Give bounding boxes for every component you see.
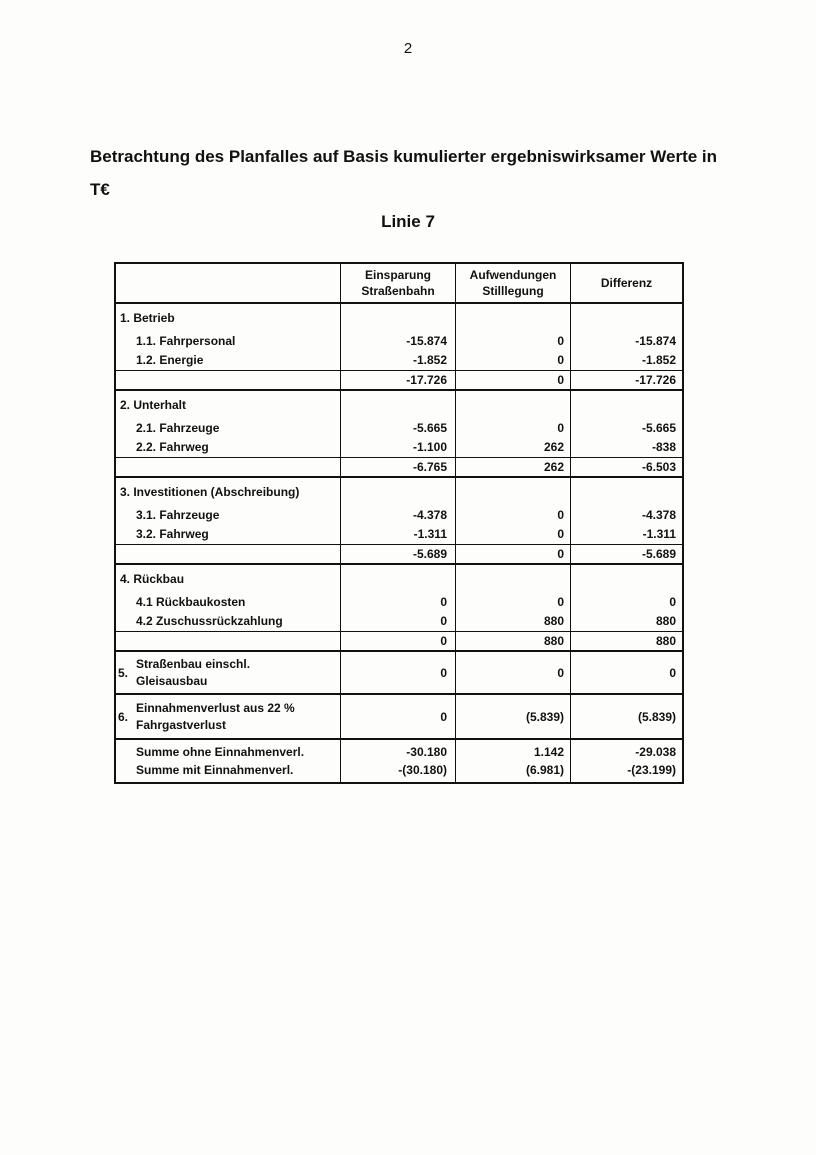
row-number: 6. (118, 709, 129, 724)
value-aufwendungen: 0 (455, 593, 570, 612)
table-row (116, 593, 682, 612)
row-label: 1.2. Energie (136, 353, 204, 367)
value-einsparung: -1.852 (340, 351, 455, 370)
subtotal-einsparung: -17.726 (340, 371, 455, 390)
row-label: 3.1. Fahrzeuge (136, 508, 220, 522)
value-differenz: 0 (570, 652, 682, 693)
row-number: 5. (118, 665, 129, 680)
section-unterhalt (116, 391, 682, 478)
row-label: 3.2. Fahrweg (136, 527, 209, 541)
section-title-row (116, 483, 682, 502)
summary-row (116, 761, 682, 780)
subtotal-differenz: -17.726 (570, 371, 682, 390)
subtotal-aufwendungen: 880 (455, 632, 570, 651)
summary-label: Summe mit Einnahmenverl. (136, 763, 294, 777)
summary-block (116, 740, 682, 782)
value-aufwendungen: 0 (455, 419, 570, 438)
subtotal-row (116, 631, 682, 651)
section-title-row (116, 396, 682, 415)
row-label: 2.1. Fahrzeuge (136, 421, 220, 435)
value-einsparung: -30.180 (340, 743, 455, 762)
summary-label: Summe ohne Einnahmenverl. (136, 745, 305, 759)
value-einsparung: 0 (340, 652, 455, 693)
table-row (116, 506, 682, 525)
page-number: 2 (403, 40, 413, 57)
header-empty-cell (116, 264, 340, 302)
value-differenz: -(23.199) (570, 761, 682, 780)
value-aufwendungen: 880 (455, 612, 570, 631)
subtotal-aufwendungen: 0 (455, 545, 570, 564)
section-title: 3. Investitionen (Abschreibung) (120, 485, 300, 499)
value-einsparung: 0 (340, 695, 455, 738)
table-row (116, 438, 682, 457)
value-aufwendungen: 0 (455, 332, 570, 351)
section-title: 4. Rückbau (120, 572, 185, 586)
table-row (116, 419, 682, 438)
value-einsparung: 0 (340, 612, 455, 631)
value-differenz: 0 (570, 593, 682, 612)
table-row (116, 351, 682, 370)
page-heading: Betrachtung des Planfalles auf Basis kumulierter ergebniswirksamer Werte in T€ (90, 147, 718, 199)
value-differenz: -15.874 (570, 332, 682, 351)
section-betrieb (116, 304, 682, 391)
page-subtitle: Linie 7 (381, 212, 435, 231)
subtotal-aufwendungen: 262 (455, 458, 570, 477)
value-aufwendungen: 262 (455, 438, 570, 457)
row-label: 1.1. Fahrpersonal (136, 334, 236, 348)
value-aufwendungen: 1.142 (455, 743, 570, 762)
subtotal-einsparung: 0 (340, 632, 455, 651)
value-aufwendungen: 0 (455, 506, 570, 525)
table-header-row (116, 264, 682, 304)
value-einsparung: -1.100 (340, 438, 455, 457)
subtotal-differenz: 880 (570, 632, 682, 651)
subtotal-differenz: -5.689 (570, 545, 682, 564)
section-investitionen (116, 478, 682, 565)
summary-row (116, 743, 682, 762)
value-aufwendungen: 0 (455, 652, 570, 693)
value-einsparung: -5.665 (340, 419, 455, 438)
table-row (116, 612, 682, 631)
subtotal-einsparung: -5.689 (340, 545, 455, 564)
row-einnahmenverlust (116, 695, 682, 740)
row-label: Einnahmenverlust aus 22 % Fahrgastverlust (136, 700, 295, 732)
section-title-row (116, 309, 682, 328)
value-differenz: (5.839) (570, 695, 682, 738)
subtotal-aufwendungen: 0 (455, 371, 570, 390)
row-label: 2.2. Fahrweg (136, 440, 209, 454)
value-differenz: 880 (570, 612, 682, 631)
row-label: Straßenbau einschl. Gleisausbau (136, 656, 251, 688)
row-label: 4.2 Zuschussrückzahlung (136, 614, 283, 628)
value-differenz: -838 (570, 438, 682, 457)
value-einsparung: -1.311 (340, 525, 455, 544)
value-aufwendungen: 0 (455, 525, 570, 544)
value-differenz: -5.665 (570, 419, 682, 438)
subtotal-einsparung: -6.765 (340, 458, 455, 477)
value-aufwendungen: (5.839) (455, 695, 570, 738)
subtotal-differenz: -6.503 (570, 458, 682, 477)
table-row (116, 525, 682, 544)
header-einsparung: Einsparung Straßenbahn (340, 264, 455, 302)
value-einsparung: -(30.180) (340, 761, 455, 780)
section-title: 2. Unterhalt (120, 398, 187, 412)
subtotal-row (116, 457, 682, 477)
table-row (116, 332, 682, 351)
value-aufwendungen: (6.981) (455, 761, 570, 780)
subtotal-row (116, 544, 682, 564)
value-einsparung: -15.874 (340, 332, 455, 351)
value-einsparung: -4.378 (340, 506, 455, 525)
section-rueckbau (116, 565, 682, 652)
value-differenz: -1.852 (570, 351, 682, 370)
value-differenz: -1.311 (570, 525, 682, 544)
value-differenz: -29.038 (570, 743, 682, 762)
section-title-row (116, 570, 682, 589)
row-label: 4.1 Rückbaukosten (136, 595, 246, 609)
section-title: 1. Betrieb (120, 311, 175, 325)
value-einsparung: 0 (340, 593, 455, 612)
subtotal-row (116, 370, 682, 390)
value-aufwendungen: 0 (455, 351, 570, 370)
cost-table (114, 262, 684, 784)
value-differenz: -4.378 (570, 506, 682, 525)
header-differenz: Differenz (570, 264, 682, 302)
row-strassenbau (116, 652, 682, 695)
header-aufwendungen: Aufwendungen Stilllegung (455, 264, 570, 302)
